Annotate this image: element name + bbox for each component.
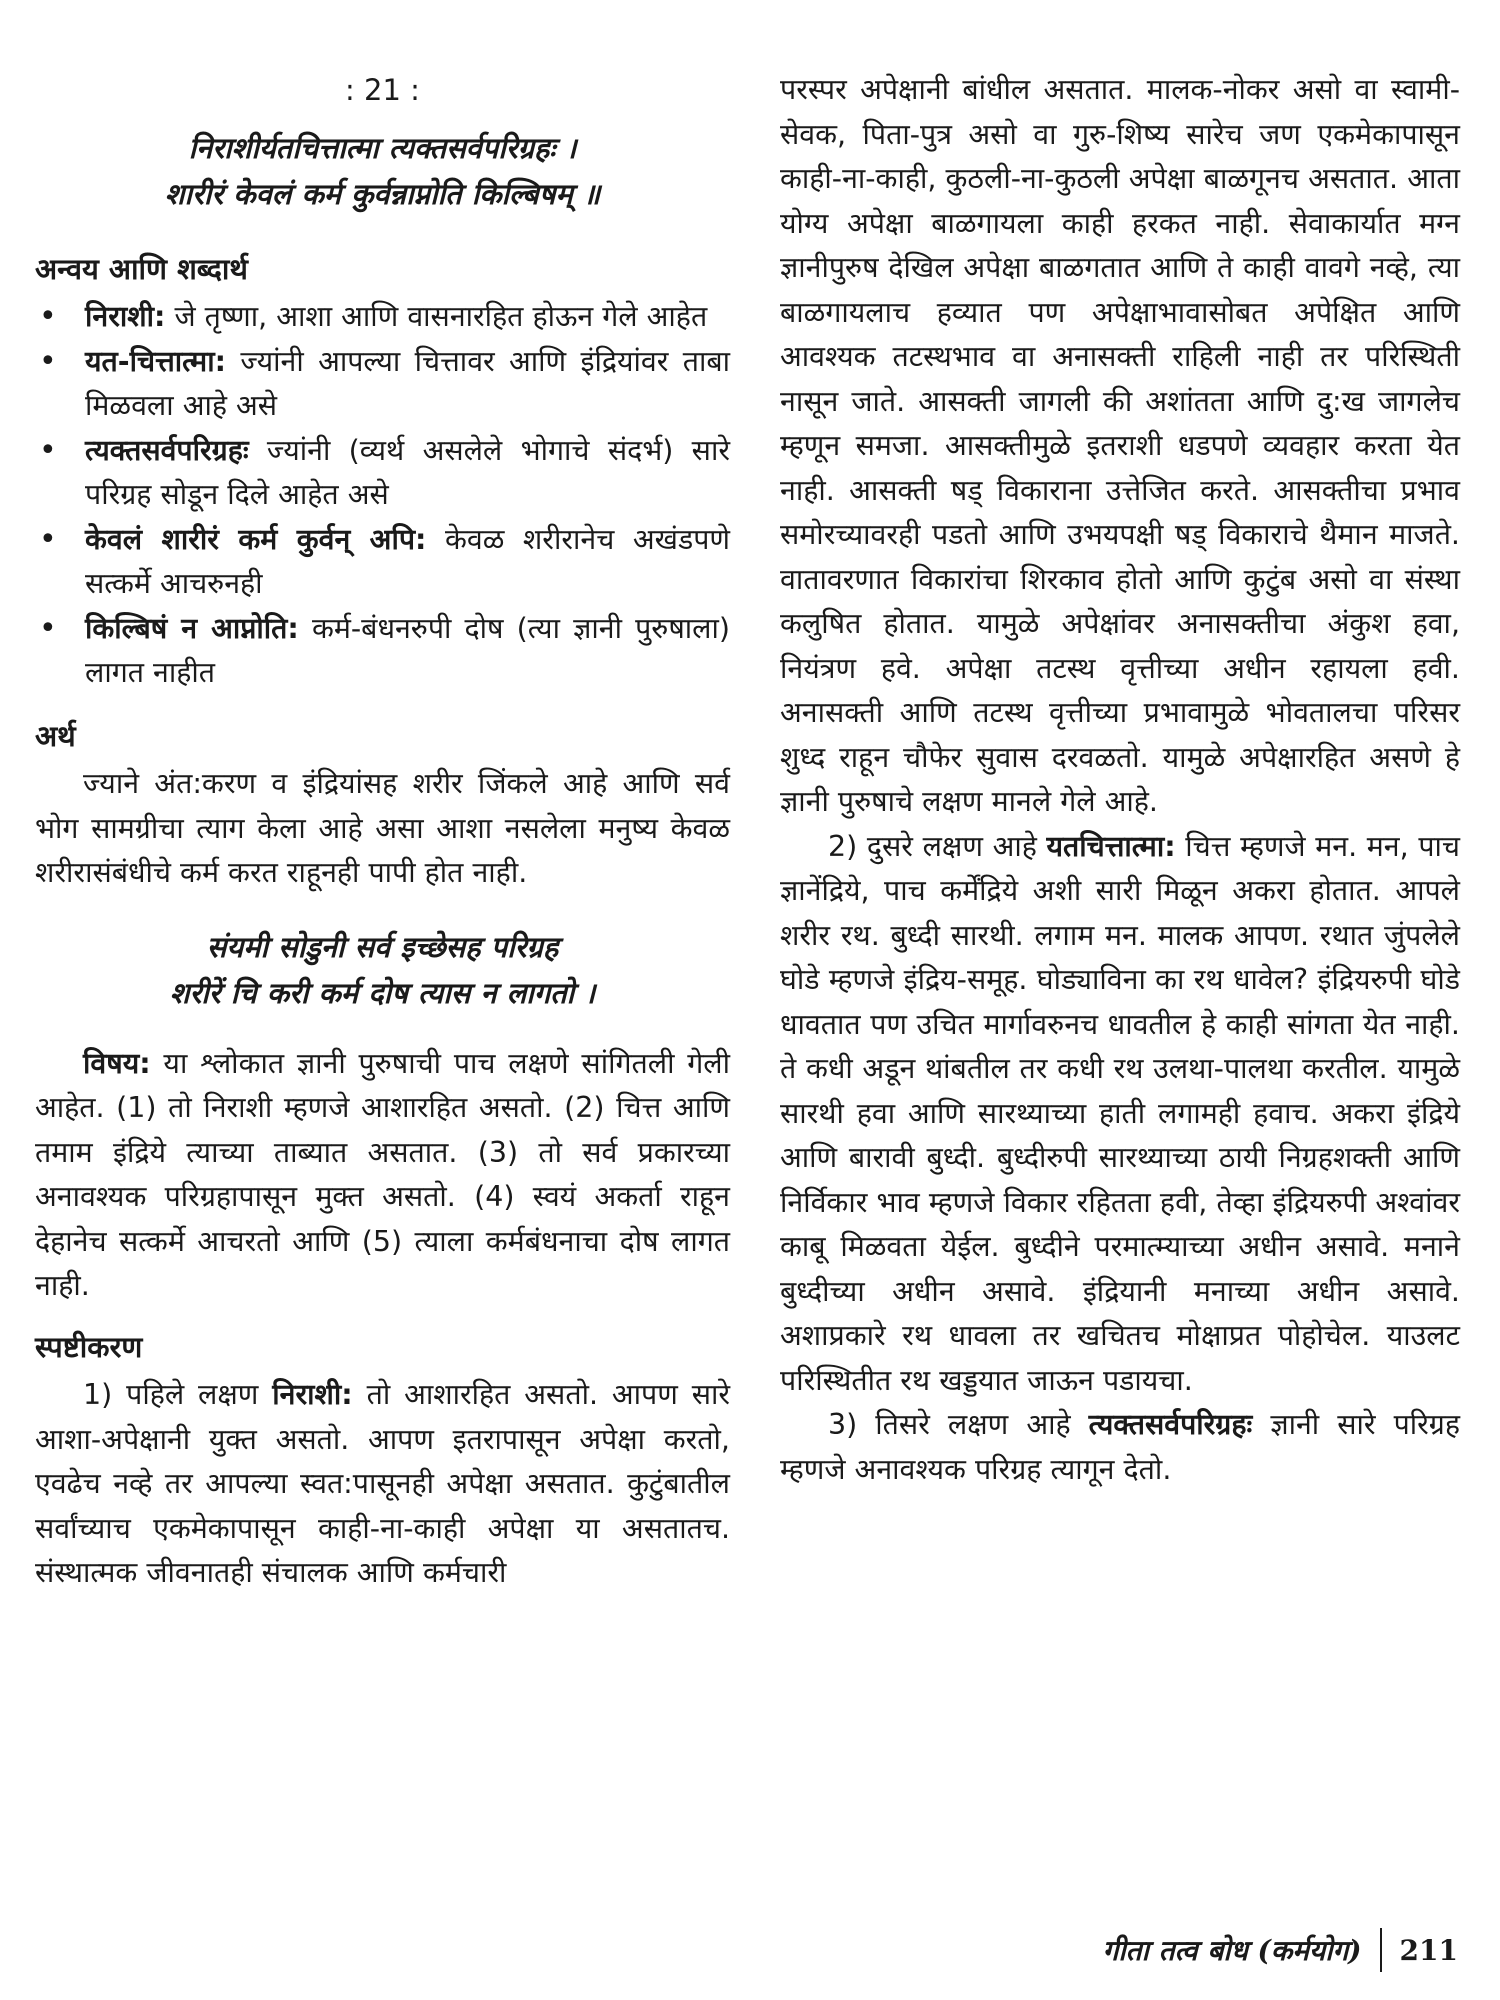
anvay-heading: अन्वय आणि शब्दार्थ: [35, 251, 248, 286]
point-prefix: 3) तिसरे लक्षण आहे: [828, 1408, 1089, 1441]
point-term: निराशी:: [272, 1378, 353, 1411]
term: यत-चित्तात्मा:: [85, 344, 226, 378]
point-prefix: 2) दुसरे लक्षण आहे: [828, 829, 1047, 863]
right-column: [780, 68, 1460, 1492]
explanation-paragraph-2: [780, 825, 1460, 1404]
point-text: चित्त म्हणजे मन. मन, पाच ज्ञानेंद्रिये, पाच कर्मेंद्रिये अशी सारी मिळून अकरा होतात. आपले शरीर रथ. बुध्दी सारथी. लगाम मन. मालक आपण. रथात जुंपलेले घोडे म्हणजे इंद्रिय-समूह. घोड्याविना का रथ धावेल? इंद्रियरुपी घोडे धावतात पण उचित मार्गावरुनच धावतील हे काही सांगता येत नाही. ते कधी अडून थांबतील तर कधी रथ उलथा-पालथा करतील. यामुळे सारथी हवा आणि सारथ्याच्या हाती लगामही हवाच. अकरा इंद्रिये आणि बारावी बुध्दी. बुध्दीरुपी सारथ्याच्या ठायी निग्रहशक्ती आणि निर्विकार भाव म्हणजे विकार रहितता हवी, तेव्हा इंद्रियरुपी अश्वांवर काबू मिळवता येईल. बुध्दीने परमात्म्याच्या अधीन असावे. मनाने बुध्दीच्या अधीन असावे. इंद्रियानी मनाच्या अधीन असावे. अशाप्रकारे रथ धावला तर खचितच मोक्षाप्रत पोहोचेल. याउलट परिस्थितीत रथ खड्डयात जाऊन पडायचा.: [780, 829, 1460, 1397]
list-item: [35, 340, 730, 429]
book-title: गीता तत्व बोध (कर्मयोग): [1102, 1934, 1362, 1967]
spashtikaran-heading: स्पष्टीकरण: [35, 1329, 143, 1364]
footer-divider: [1380, 1928, 1382, 1972]
point-text: ज्ञानी सारे परिग्रह म्हणजे अनावश्यक परिग्रह त्यागून देतो.: [780, 1408, 1461, 1486]
list-item: [35, 429, 730, 518]
explanation-paragraph-1: [35, 1373, 730, 1596]
sanskrit-verse: [35, 125, 730, 217]
term: निराशी:: [85, 300, 166, 333]
sanskrit-verse-line-2: शारीरं केवलं कर्म कुर्वन्नाप्नोति किल्बिषम् ॥: [164, 176, 601, 211]
point-text: तो आशारहित असतो. आपण सारे आशा-अपेक्षानी युक्त असतो. आपण इतरापासून अपेक्षा करतो, एवढेच नव्हे तर आपल्या स्वत:पासूनही अपेक्षा असतात. कुटुंबातील सर्वांच्याच एकमेकापासून काही-ना-काही अपेक्षा या असतातच. संस्थात्मक जीवनातही संचालक आणि कर्मचारी: [35, 1378, 730, 1589]
marathi-verse-line-2: शरीरें चि करी कर्म दोष त्यास न लागतो ।: [169, 975, 596, 1010]
term: केवलं शारीरं कर्म कुर्वन् अपि:: [85, 522, 427, 556]
left-column: [35, 68, 730, 1596]
explanation-paragraph-1-continued: परस्पर अपेक्षानी बांधील असतात. मालक-नोकर असो वा स्वामी-सेवक, पिता-पुत्र असो वा गुरु-शिष्य सारेच जण एकमेकापासून काही-ना-काही, कुठली-ना-कुठली अपेक्षा बाळगूनच असतात. आता योग्य अपेक्षा बाळगायला काही हरकत नाही. सेवाकार्यात मग्न ज्ञानीपुरुष देखिल अपेक्षा बाळगतात आणि ते काही वावगे नव्हे, त्या बाळगायलाच हव्यात पण अपेक्षाभावासोबत अपेक्षित आणि आवश्यक तटस्थभाव वा अनासक्ती राहिली नाही तर परिस्थिती नासून जाते. आसक्ती जागली की अशांतता आणि दु:ख जागलेच म्हणून समजा. आसक्तीमुळे इतराशी धडपणे व्यवहार करता येत नाही. आसक्ती षड् विकाराना उत्तेजित करते. आसक्तीचा प्रभाव समोरच्यावरही पडतो आणि उभयपक्षी षड् विकाराचे थैमान माजते. वातावरणात विकारांचा शिरकाव होतो आणि कुटुंब असो वा संस्था कलुषित होतात. यामुळे अपेक्षांवर अनासक्तीचा अंकुश हवा, नियंत्रण हवे. अपेक्षा तटस्थ वृत्तीच्या अधीन रहायला हवी. अनासक्ती आणि तटस्थ वृत्तीच्या प्रभावामुळे भोवतालचा परिसर शुध्द राहून चौफेर सुवास दरवळतो. यामुळे अपेक्षारहित असणे हे ज्ञानी पुरुषाचे लक्षण मानले गेले आहे.: [780, 73, 1460, 818]
meaning: ज्यांनी आपल्या चित्तावर आणि इंद्रियांवर ताबा मिळवला आहे असे: [85, 344, 730, 422]
sanskrit-verse-line-1: निराशीर्यतचित्तात्मा त्यक्तसर्वपरिग्रहः ।: [188, 130, 577, 165]
point-term: यतचित्तात्मा:: [1046, 829, 1176, 863]
meaning: केवळ शरीरानेच अखंडपणे सत्कर्मे आचरुनही: [85, 522, 730, 600]
word-meaning-list: [35, 295, 730, 696]
term: किल्बिषं न आप्नोति:: [85, 611, 299, 645]
explanation-paragraph-3: [780, 1403, 1460, 1492]
vishay-paragraph: [35, 1042, 730, 1309]
term: त्यक्तसर्वपरिग्रहः: [85, 433, 249, 467]
point-term: त्यक्तसर्वपरिग्रहः: [1088, 1408, 1253, 1441]
arth-paragraph: ज्याने अंत:करण व इंद्रियांसह शरीर जिंकले आहे आणि सर्व भोग सामग्रीचा त्याग केला आहे असा आशा नसलेला मनुष्य केवळ शरीरासंबंधीचे कर्म करत राहूनही पापी होत नाही.: [35, 767, 730, 889]
marathi-verse-line-1: संयमी सोडुनी सर्व इच्छेसह परिग्रह: [206, 929, 559, 964]
marathi-verse: [35, 924, 730, 1016]
vishay-label: विषय:: [83, 1046, 151, 1080]
meaning: ज्यांनी (व्यर्थ असलेले भोगाचे संदर्भ) सारे परिग्रह सोडून दिले आहेत असे: [85, 433, 730, 511]
page-top-number: : 21 :: [345, 73, 420, 107]
list-item: [35, 518, 730, 607]
page-number: 211: [1399, 1933, 1458, 1967]
list-item: [35, 295, 730, 340]
meaning: जे तृष्णा, आशा आणि वासनारहित होऊन गेले आहेत: [165, 300, 708, 333]
meaning: कर्म-बंधनरुपी दोष (त्या ज्ञानी पुरुषाला) लागत नाहीत: [85, 611, 730, 689]
vishay-text: या श्लोकात ज्ञानी पुरुषाची पाच लक्षणे सांगितली गेली आहेत. (1) तो निराशी म्हणजे आशारहित असतो. (2) चित्त आणि तमाम इंद्रिये त्याच्या ताब्यात असतात. (3) तो सर्व प्रकारच्या अनावश्यक परिग्रहापासून मुक्त असतो. (4) स्वयं अकर्ता राहून देहानेच सत्कर्मे आचरतो आणि (5) त्याला कर्मबंधनाचा दोष लागत नाही.: [35, 1046, 730, 1302]
page-footer: [1103, 1928, 1458, 1972]
point-prefix: 1) पहिले लक्षण: [83, 1378, 273, 1411]
list-item: [35, 607, 730, 696]
arth-heading: अर्थ: [35, 718, 76, 753]
